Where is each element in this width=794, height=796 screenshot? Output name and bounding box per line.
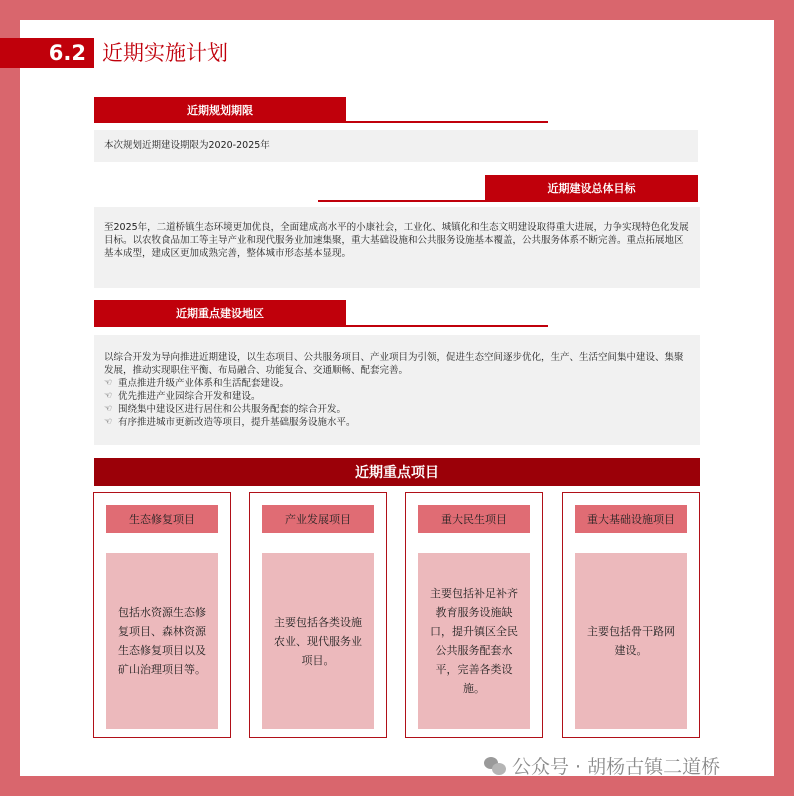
watermark [484,752,720,779]
list-item [104,403,690,416]
bullet-text: 重点推进升级产业体系和生活配套建设。 [118,378,290,389]
project-card-industry [249,492,387,738]
hand-pointing-icon: ☜ [104,378,113,388]
project-card-text: 主要包括补足补齐教育服务设施缺口，提升镇区全民公共服务配套水平，完善各类设施。 [418,553,530,729]
project-card-text: 包括水资源生态修复项目、森林资源生态修复项目以及矿山治理项目等。 [106,553,218,729]
section-number: 6.2 [0,38,94,68]
period-heading: 近期规划期限 [94,97,346,123]
goal-text: 至2025年，二道桥镇生态环境更加优良，全面建成高水平的小康社会，工业化、城镇化和生态文明建设取得重大进展，力争实现特色化发展目标。以农牧食品加工等主导产业和现代服务业加速集聚，重大基础设施和公共服务设施基本覆盖，公共服务体系不断完善。重点拓展地区基本成型，建成区更加成熟完善，整体城市形态基本显现。 [94,207,700,288]
project-card-title: 产业发展项目 [262,505,374,533]
projects-heading: 近期重点项目 [94,458,700,486]
areas-heading: 近期重点建设地区 [94,300,346,326]
hand-pointing-icon: ☜ [104,417,113,427]
hand-pointing-icon: ☜ [104,391,113,401]
period-heading-rule [94,121,548,123]
list-item [104,390,690,403]
hand-pointing-icon: ☜ [104,404,113,414]
project-card-title: 生态修复项目 [106,505,218,533]
areas-box [94,335,700,445]
project-card-ecology [93,492,231,738]
page-title: 近期实施计划 [102,41,228,65]
project-card-livelihood [405,492,543,738]
areas-intro: 以综合开发为导向推进近期建设，以生态项目、公共服务项目、产业项目为引领，促进生态空间逐步优化，生产、生活空间集中建设、集聚发展，推动实现职住平衡、布局融合、功能复合、交通顺畅、配套完善。 [104,352,684,376]
bullet-text: 优先推进产业园综合开发和建设。 [118,391,261,402]
watermark-text: 公众号 · 胡杨古镇二道桥 [512,756,721,778]
period-text: 本次规划近期建设期限为2020-2025年 [94,130,698,162]
project-card-infrastructure [562,492,700,738]
goal-heading: 近期建设总体目标 [485,175,698,201]
project-card-title: 重大基础设施项目 [575,505,687,533]
project-card-text: 主要包括各类设施农业、现代服务业项目。 [262,553,374,729]
project-card-title: 重大民生项目 [418,505,530,533]
project-card-text: 主要包括骨干路网建设。 [575,553,687,729]
areas-heading-rule [94,325,548,327]
bullet-text: 有序推进城市更新改造等项目，提升基础服务设施水平。 [118,417,356,428]
list-item [104,377,690,390]
bullet-text: 围绕集中建设区进行居住和公共服务配套的综合开发。 [118,404,347,415]
areas-bullet-list [104,377,690,429]
list-item [104,416,690,429]
wechat-icon [484,757,506,775]
